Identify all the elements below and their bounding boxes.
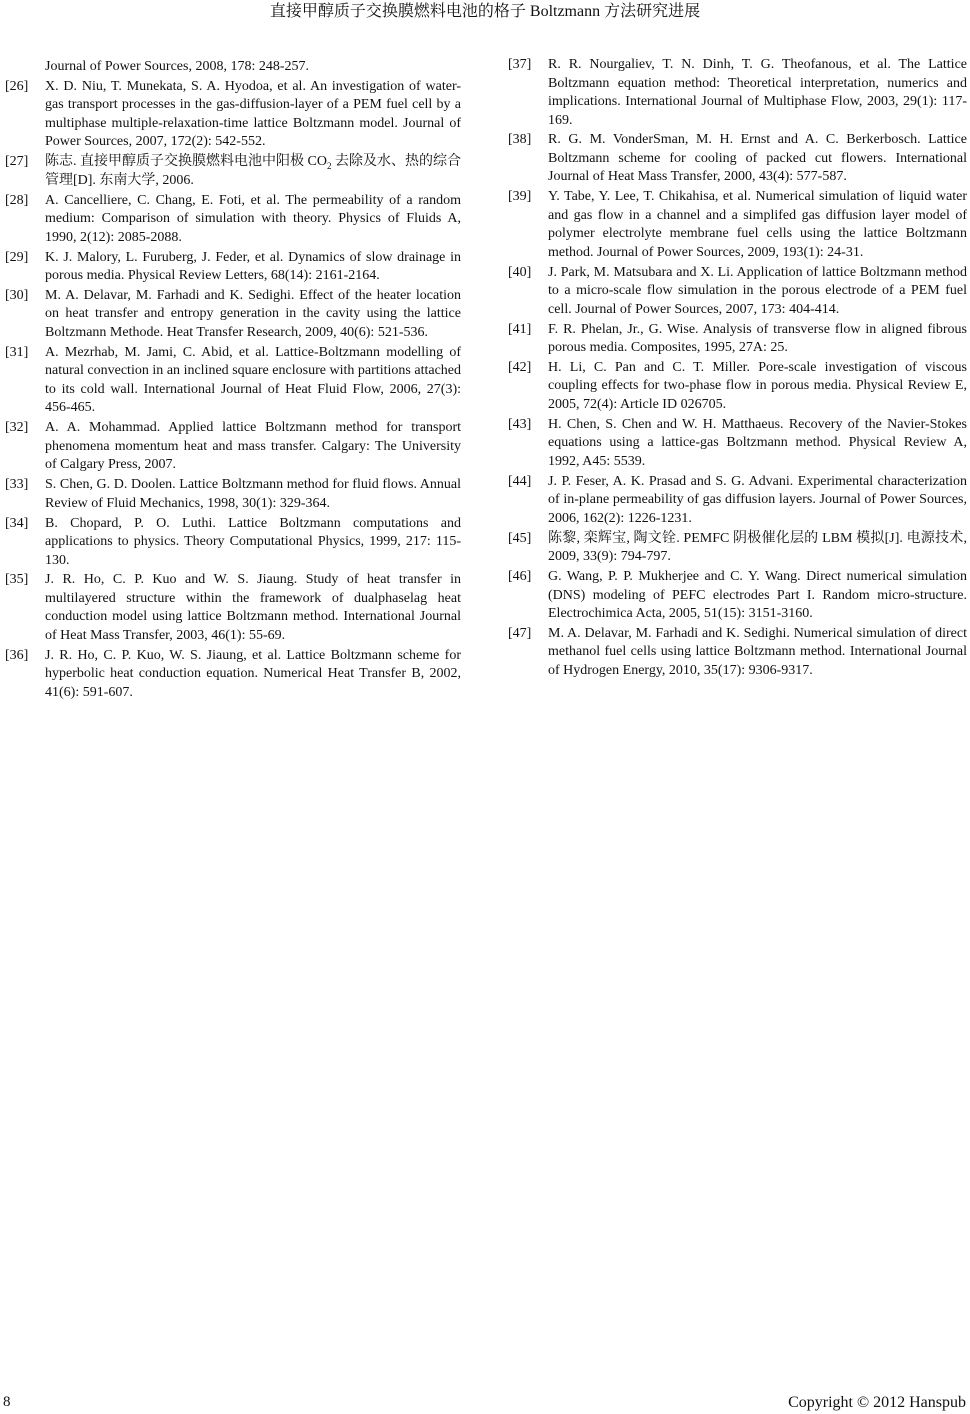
reference-item [508,416,967,472]
reference-item [5,647,461,703]
reference-number: [35] [5,572,29,588]
reference-body: H. Chen, S. Chen and W. H. Matthaeus. Recovery of the Navier-Stokes equations using a lattice-gas Boltzmann method. Physical Review A, 1992, A45: 5539. [548,416,967,469]
reference-number: [32] [5,420,29,436]
reference-number: [27] [5,154,29,170]
reference-body: 陈志. 直接甲醇质子交换膜燃料电池中阳极 CO [45,154,327,170]
reference-item [5,249,461,286]
reference-body: M. A. Delavar, M. Farhadi and K. Sedighi. Numerical simulation of direct methanol fuel cells using lattice Boltzmann method. International Journal of Hydrogen Energy, 2010, 35(17): 9306-9317. [548,625,967,678]
reference-body: H. Li, C. Pan and C. T. Miller. Pore-scale investigation of viscous coupling effects for two-phase flow in porous media. Physical Review E, 2005, 72(4): Article ID 026705. [548,359,967,412]
reference-body: R. R. Nourgaliev, T. N. Dinh, T. G. Theofanous, et al. The Lattice Boltzmann equation method: Theoretical interpretation, numerics and implications. International Journal of Multiphase Flow, 2003, 29(1): 117-169. [548,57,967,128]
reference-text [548,321,967,358]
reference-item [508,625,967,681]
reference-text [45,515,461,571]
reference-text [45,192,461,248]
subscript: 2 [326,161,332,172]
reference-body: F. R. Phelan, Jr., G. Wise. Analysis of transverse flow in aligned fibrous porous media. Composites, 1995, 27A: 25. [548,321,967,356]
reference-item [508,359,967,415]
reference-body: S. Chen, G. D. Doolen. Lattice Boltzmann method for fluid flows. Annual Review of Fluid Mechanics, 1998, 30(1): 329-364. [45,477,461,511]
reference-item [508,56,967,130]
reference-number: [34] [5,515,29,531]
reference-text [548,188,967,262]
reference-number: [33] [5,477,29,493]
reference-text [45,153,461,190]
reference-item [508,473,967,529]
reference-text [548,264,967,320]
reference-number: [43] [508,416,532,432]
reference-continuation: Journal of Power Sources, 2008, 178: 248-257. [45,59,310,74]
reference-number: [26] [5,78,29,94]
reference-body: G. Wang, P. P. Mukherjee and C. Y. Wang. Direct numerical simulation (DNS) modeling of PEFC electrodes Part I. Random micro-structure. Electrochimica Acta, 2005, 51(15): 3151-3160. [548,569,967,622]
reference-item [508,264,967,320]
reference-text [548,359,967,415]
reference-text [548,568,967,624]
reference-item [508,188,967,262]
reference-item [5,287,461,343]
reference-number: [28] [5,192,29,208]
reference-number: [42] [508,359,532,375]
reference-text [45,344,461,418]
reference-body: B. Chopard, P. O. Luthi. Lattice Boltzmann computations and applications to physics. Theory Computational Physics, 1999, 217: 115-130. [45,515,461,568]
reference-item [5,515,461,571]
reference-item [508,530,967,567]
reference-item [5,571,461,645]
reference-text [45,249,461,286]
reference-body: J. R. Ho, C. P. Kuo, W. S. Jiaung, et al. Lattice Boltzmann scheme for hyperbolic heat conduction equation. Numerical Heat Transfer B, 2002, 41(6): 591-607. [45,647,461,700]
right-column [508,56,967,682]
reference-number: [39] [508,189,532,205]
reference-body: K. J. Malory, L. Furuberg, J. Feder, et al. Dynamics of slow drainage in porous media. Physical Review Letters, 68(14): 2161-2164. [45,249,461,284]
reference-body: 陈黎, 栾辉宝, 陶文铨. PEMFC 阴极催化层的 LBM 模拟[J]. 电源技术, 2009, 33(9): 794-797. [548,530,967,565]
reference-body: A. Cancelliere, C. Chang, E. Foti, et al. The permeability of a random medium: Comparison of simulation with theory. Physics of Fluids A, 1990, 2(12): 2085-2088. [45,192,461,245]
reference-body: J. R. Ho, C. P. Kuo and W. S. Jiaung. Study of heat transfer in multilayered structure within the framework of dualphaselag heat conduction model using lattice Boltzmann method. International Journal of Heat Mass Transfer, 2003, 46(1): 55-69. [45,572,461,643]
reference-number: [38] [508,132,532,148]
reference-body: A. Mezrhab, M. Jami, C. Abid, et al. Lattice-Boltzmann modelling of natural convection in an inclined square enclosure with partitions attached to its cold wall. International Journal of Heat Fluid Flow, 2006, 27(3): 456-465. [45,344,461,416]
reference-body: J. P. Feser, A. K. Prasad and S. G. Advani. Experimental characterization of in-plane permeability of gas diffusion layers. Journal of Power Sources, 2006, 162(2): 1226-1231. [548,473,967,526]
reference-item [5,192,461,248]
reference-body-continued: 去除及水、热的综合管理[D]. 东南大学, 2006. [45,154,461,188]
reference-text [45,571,461,645]
reference-body: J. Park, M. Matsubara and X. Li. Application of lattice Boltzmann method to a micro-scale flow simulation in the porous electrode of a PEM fuel cell. Journal of Power Sources, 2007, 173: 404-414. [548,264,967,317]
page-number: 8 [3,1394,11,1410]
reference-item [508,321,967,358]
reference-list-left [5,78,461,702]
reference-text [548,131,967,187]
reference-item [5,153,461,190]
reference-number: [40] [508,264,532,280]
reference-item [5,78,461,152]
reference-number: [30] [5,287,29,303]
reference-number: [36] [5,647,29,663]
reference-item [5,476,461,513]
reference-text [548,56,967,130]
reference-item [508,568,967,624]
reference-text [45,476,461,513]
reference-number: [45] [508,530,532,546]
reference-body: X. D. Niu, T. Munekata, S. A. Hyodoa, et al. An investigation of water-gas transport processes in the gas-diffusion-layer of a PEM fuel cell by a multiphase multiple-relaxation-time lattice Boltzmann model. Journal of Power Sources, 2007, 172(2): 542-552. [45,78,461,150]
reference-text [45,287,461,343]
reference-number: [29] [5,249,29,265]
reference-list-right [508,56,967,680]
reference-text [548,530,967,567]
reference-text [45,647,461,703]
reference-number: [47] [508,625,532,641]
reference-body: A. A. Mohammad. Applied lattice Boltzmann method for transport phenomena momentum heat and mass transfer. Calgary: The University of Calgary Press, 2007. [45,420,461,473]
copyright-notice: Copyright © 2012 Hanspub [788,1394,966,1411]
reference-body: M. A. Delavar, M. Farhadi and K. Sedighi. Effect of the heater location on heat transfer and entropy generation in the cavity using the lattice Boltzmann Methode. Heat Transfer Research, 2009, 40(6): 521-536. [45,287,461,340]
reference-text [45,78,461,152]
reference-number: [37] [508,57,532,72]
running-header: 直接甲醇质子交换膜燃料电池的格子 Boltzmann 方法研究进展 [269,3,701,20]
reference-item [5,419,461,475]
reference-number: [41] [508,321,532,337]
reference-number: [46] [508,569,532,585]
reference-text [548,625,967,681]
reference-item [5,344,461,418]
reference-text [45,419,461,475]
reference-number: [44] [508,473,532,489]
reference-number: [31] [5,344,29,360]
reference-body: R. G. M. VonderSman, M. H. Ernst and A. C. Berkerbosch. Lattice Boltzmann scheme for cooling of packed cut flowers. International Journal of Heat Mass Transfer, 2000, 43(4): 577-587. [548,132,967,185]
reference-text [548,416,967,472]
reference-item [508,131,967,187]
left-column [5,58,461,704]
reference-body: Y. Tabe, Y. Lee, T. Chikahisa, et al. Numerical simulation of liquid water and gas flow in a channel and a simplifed gas diffusion layer model of polymer electrolyte membrane fuel cells using the lattice Boltzmann method. Journal of Power Sources, 2009, 193(1): 24-31. [548,189,967,260]
reference-text [548,473,967,529]
